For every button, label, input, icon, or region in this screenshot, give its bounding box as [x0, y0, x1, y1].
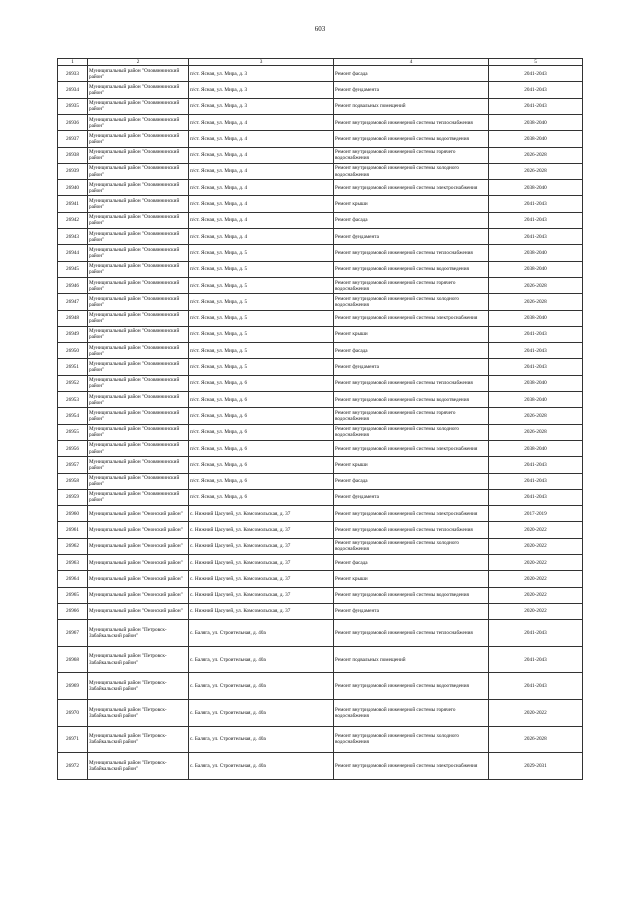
table-row — [58, 359, 583, 375]
period-cell: 2041-2043 — [489, 620, 583, 647]
row-number-cell: 26952 — [58, 375, 88, 391]
address-cell: с. Баляга, ул. Строительная, д. 40а — [189, 699, 334, 726]
period-cell: 2026-2028 — [489, 147, 583, 163]
work-type-cell: Ремонт фасада — [334, 66, 489, 82]
work-type-cell: Ремонт внутридомовой инженерной системы горячего водоснабжения — [334, 408, 489, 424]
table-row — [58, 375, 583, 391]
row-number-cell: 26961 — [58, 522, 88, 538]
work-type-cell: Ремонт внутридомовой инженерной системы водоотведения — [334, 587, 489, 603]
period-cell: 2020-2022 — [489, 522, 583, 538]
work-type-cell: Ремонт внутридомовой инженерной системы холодного водоснабжения — [334, 538, 489, 554]
address-cell: п/ст. Ясная, ул. Мира, д. 5 — [189, 294, 334, 310]
period-cell: 2020-2022 — [489, 555, 583, 571]
address-cell: п/ст. Ясная, ул. Мира, д. 4 — [189, 147, 334, 163]
period-cell: 2020-2022 — [489, 587, 583, 603]
period-cell: 2017-2019 — [489, 506, 583, 522]
address-cell: с. Нижний Цасучей, ул. Комсомольская, д. 37 — [189, 506, 334, 522]
municipality-cell: Муниципальный район "Оловяннинский район" — [88, 489, 189, 505]
municipality-cell: Муниципальный район "Петровск-Забайкальский район" — [88, 646, 189, 673]
municipality-cell: Муниципальный район "Петровск-Забайкальский район" — [88, 699, 189, 726]
table-row — [58, 699, 583, 726]
work-type-cell: Ремонт крыши — [334, 326, 489, 342]
address-cell: с. Баляга, ул. Строительная, д. 40а — [189, 620, 334, 647]
municipality-cell: Муниципальный район "Оловяннинский район" — [88, 98, 189, 114]
address-cell: с. Нижний Цасучей, ул. Комсомольская, д. 37 — [189, 555, 334, 571]
municipality-cell: Муниципальный район "Оловяннинский район" — [88, 326, 189, 342]
municipality-cell: Муниципальный район "Оловяннинский район" — [88, 392, 189, 408]
period-cell: 2041-2043 — [489, 196, 583, 212]
address-cell: п/ст. Ясная, ул. Мира, д. 5 — [189, 245, 334, 261]
row-number-cell: 26935 — [58, 98, 88, 114]
municipality-cell: Муниципальный район "Оловяннинский район" — [88, 408, 189, 424]
municipality-cell: Муниципальный район "Оловяннинский район" — [88, 424, 189, 440]
municipality-cell: Муниципальный район "Петровск-Забайкальский район" — [88, 753, 189, 780]
period-cell: 2038-2040 — [489, 375, 583, 391]
period-cell: 2026-2028 — [489, 424, 583, 440]
municipality-cell: Муниципальный район "Ононский район" — [88, 587, 189, 603]
row-number-cell: 26942 — [58, 212, 88, 228]
period-cell: 2041-2043 — [489, 457, 583, 473]
period-cell: 2041-2043 — [489, 359, 583, 375]
work-type-cell: Ремонт внутридомовой инженерной системы электроснабжения — [334, 310, 489, 326]
municipality-cell: Муниципальный район "Ононский район" — [88, 555, 189, 571]
municipality-cell: Муниципальный район "Оловяннинский район" — [88, 294, 189, 310]
row-number-cell: 26962 — [58, 538, 88, 554]
municipality-cell: Муниципальный район "Ононский район" — [88, 571, 189, 587]
address-cell: п/ст. Ясная, ул. Мира, д. 4 — [189, 180, 334, 196]
period-cell: 2041-2043 — [489, 473, 583, 489]
municipality-cell: Муниципальный район "Петровск-Забайкальский район" — [88, 673, 189, 700]
municipality-cell: Муниципальный район "Ононский район" — [88, 538, 189, 554]
work-type-cell: Ремонт фасада — [334, 212, 489, 228]
row-number-cell: 26949 — [58, 326, 88, 342]
address-cell: п/ст. Ясная, ул. Мира, д. 5 — [189, 343, 334, 359]
address-cell: п/ст. Ясная, ул. Мира, д. 4 — [189, 114, 334, 130]
table-row — [58, 277, 583, 293]
municipality-cell: Муниципальный район "Оловяннинский район" — [88, 310, 189, 326]
row-number-cell: 26937 — [58, 131, 88, 147]
table-row — [58, 131, 583, 147]
address-cell: п/ст. Ясная, ул. Мира, д. 3 — [189, 82, 334, 98]
table-row — [58, 392, 583, 408]
work-type-cell: Ремонт внутридомовой инженерной системы теплоснабжения — [334, 522, 489, 538]
row-number-cell: 26939 — [58, 163, 88, 179]
row-number-cell: 26941 — [58, 196, 88, 212]
period-cell: 2038-2040 — [489, 440, 583, 456]
table-row — [58, 196, 583, 212]
work-type-cell: Ремонт фасада — [334, 473, 489, 489]
address-cell: п/ст. Ясная, ул. Мира, д. 6 — [189, 440, 334, 456]
work-type-cell: Ремонт крыши — [334, 457, 489, 473]
work-type-cell: Ремонт внутридомовой инженерной системы теплоснабжения — [334, 375, 489, 391]
period-cell: 2041-2043 — [489, 646, 583, 673]
row-number-cell: 26954 — [58, 408, 88, 424]
table-row — [58, 408, 583, 424]
address-cell: п/ст. Ясная, ул. Мира, д. 5 — [189, 359, 334, 375]
municipality-cell: Муниципальный район "Оловяннинский район" — [88, 229, 189, 245]
municipality-cell: Муниципальный район "Оловяннинский район" — [88, 163, 189, 179]
address-cell: с. Нижний Цасучей, ул. Комсомольская, д. 37 — [189, 522, 334, 538]
table-body — [58, 66, 583, 780]
table-row — [58, 673, 583, 700]
table-row — [58, 180, 583, 196]
municipality-cell: Муниципальный район "Оловяннинский район" — [88, 343, 189, 359]
address-cell: п/ст. Ясная, ул. Мира, д. 3 — [189, 98, 334, 114]
period-cell: 2020-2022 — [489, 699, 583, 726]
row-number-cell: 26959 — [58, 489, 88, 505]
table-row — [58, 147, 583, 163]
address-cell: п/ст. Ясная, ул. Мира, д. 5 — [189, 261, 334, 277]
period-cell: 2026-2028 — [489, 294, 583, 310]
work-type-cell: Ремонт внутридомовой инженерной системы холодного водоснабжения — [334, 424, 489, 440]
row-number-cell: 26969 — [58, 673, 88, 700]
address-cell: с. Нижний Цасучей, ул. Комсомольская, д. 37 — [189, 587, 334, 603]
work-type-cell: Ремонт внутридомовой инженерной системы теплоснабжения — [334, 245, 489, 261]
address-cell: п/ст. Ясная, ул. Мира, д. 4 — [189, 196, 334, 212]
period-cell: 2026-2028 — [489, 726, 583, 753]
row-number-cell: 26968 — [58, 646, 88, 673]
row-number-cell: 26970 — [58, 699, 88, 726]
period-cell: 2041-2043 — [489, 82, 583, 98]
work-type-cell: Ремонт внутридомовой инженерной системы электроснабжения — [334, 506, 489, 522]
row-number-cell: 26933 — [58, 66, 88, 82]
work-type-cell: Ремонт подвальных помещений — [334, 646, 489, 673]
work-type-cell: Ремонт фундамента — [334, 489, 489, 505]
row-number-cell: 26971 — [58, 726, 88, 753]
period-cell: 2038-2040 — [489, 180, 583, 196]
table-row — [58, 473, 583, 489]
address-cell: с. Баляга, ул. Строительная, д. 40а — [189, 726, 334, 753]
table-row — [58, 489, 583, 505]
address-cell: п/ст. Ясная, ул. Мира, д. 4 — [189, 131, 334, 147]
municipality-cell: Муниципальный район "Оловяннинский район" — [88, 261, 189, 277]
work-type-cell: Ремонт фундамента — [334, 82, 489, 98]
table-row — [58, 538, 583, 554]
row-number-cell: 26953 — [58, 392, 88, 408]
table-row — [58, 212, 583, 228]
row-number-cell: 26956 — [58, 440, 88, 456]
municipality-cell: Муниципальный район "Оловяннинский район" — [88, 457, 189, 473]
municipality-cell: Муниципальный район "Оловяннинский район" — [88, 245, 189, 261]
row-number-cell: 26964 — [58, 571, 88, 587]
row-number-cell: 26947 — [58, 294, 88, 310]
municipality-cell: Муниципальный район "Оловяннинский район" — [88, 473, 189, 489]
table-row — [58, 114, 583, 130]
municipality-cell: Муниципальный район "Оловяннинский район" — [88, 277, 189, 293]
table-row — [58, 245, 583, 261]
row-number-cell: 26940 — [58, 180, 88, 196]
address-cell: п/ст. Ясная, ул. Мира, д. 6 — [189, 489, 334, 505]
repair-schedule-table — [57, 58, 583, 780]
row-number-cell: 26950 — [58, 343, 88, 359]
table-row — [58, 587, 583, 603]
period-cell: 2029-2031 — [489, 753, 583, 780]
table-header — [58, 59, 583, 66]
municipality-cell: Муниципальный район "Оловяннинский район" — [88, 180, 189, 196]
period-cell: 2038-2040 — [489, 310, 583, 326]
row-number-cell: 26934 — [58, 82, 88, 98]
period-cell: 2041-2043 — [489, 98, 583, 114]
address-cell: п/ст. Ясная, ул. Мира, д. 6 — [189, 408, 334, 424]
work-type-cell: Ремонт крыши — [334, 196, 489, 212]
table-row — [58, 82, 583, 98]
municipality-cell: Муниципальный район "Оловяннинский район" — [88, 147, 189, 163]
work-type-cell: Ремонт внутридомовой инженерной системы горячего водоснабжения — [334, 699, 489, 726]
work-type-cell: Ремонт внутридомовой инженерной системы холодного водоснабжения — [334, 726, 489, 753]
row-number-cell: 26955 — [58, 424, 88, 440]
table-row — [58, 726, 583, 753]
address-cell: с. Баляга, ул. Строительная, д. 40а — [189, 753, 334, 780]
work-type-cell: Ремонт внутридомовой инженерной системы водоотведения — [334, 673, 489, 700]
table-row — [58, 229, 583, 245]
municipality-cell: Муниципальный район "Петровск-Забайкальский район" — [88, 726, 189, 753]
period-cell: 2020-2022 — [489, 571, 583, 587]
column-number-row — [58, 59, 583, 66]
row-number-cell: 26938 — [58, 147, 88, 163]
row-number-cell: 26957 — [58, 457, 88, 473]
row-number-cell: 26958 — [58, 473, 88, 489]
address-cell: с. Баляга, ул. Строительная, д. 40а — [189, 673, 334, 700]
row-number-cell: 26967 — [58, 620, 88, 647]
work-type-cell: Ремонт подвальных помещений — [334, 98, 489, 114]
address-cell: п/ст. Ясная, ул. Мира, д. 5 — [189, 326, 334, 342]
table-row — [58, 163, 583, 179]
municipality-cell: Муниципальный район "Оловяннинский район" — [88, 359, 189, 375]
work-type-cell: Ремонт фасада — [334, 555, 489, 571]
row-number-cell: 26960 — [58, 506, 88, 522]
work-type-cell: Ремонт внутридомовой инженерной системы электроснабжения — [334, 753, 489, 780]
table-row — [58, 506, 583, 522]
work-type-cell: Ремонт внутридомовой инженерной системы теплоснабжения — [334, 114, 489, 130]
period-cell: 2038-2040 — [489, 245, 583, 261]
row-number-cell: 26946 — [58, 277, 88, 293]
address-cell: п/ст. Ясная, ул. Мира, д. 5 — [189, 277, 334, 293]
table-row — [58, 294, 583, 310]
period-cell: 2041-2043 — [489, 489, 583, 505]
row-number-cell: 26936 — [58, 114, 88, 130]
address-cell: с. Нижний Цасучей, ул. Комсомольская, д. 37 — [189, 571, 334, 587]
row-number-cell: 26948 — [58, 310, 88, 326]
municipality-cell: Муниципальный район "Ононский район" — [88, 603, 189, 619]
address-cell: п/ст. Ясная, ул. Мира, д. 4 — [189, 229, 334, 245]
period-cell: 2041-2043 — [489, 673, 583, 700]
address-cell: с. Нижний Цасучей, ул. Комсомольская, д. 37 — [189, 538, 334, 554]
column-header-5: 5 — [489, 59, 583, 66]
page-number: 603 — [314, 25, 326, 33]
municipality-cell: Муниципальный район "Оловяннинский район" — [88, 196, 189, 212]
municipality-cell: Муниципальный район "Ононский район" — [88, 522, 189, 538]
address-cell: п/ст. Ясная, ул. Мира, д. 6 — [189, 457, 334, 473]
period-cell: 2038-2040 — [489, 114, 583, 130]
municipality-cell: Муниципальный район "Оловяннинский район" — [88, 212, 189, 228]
table-row — [58, 753, 583, 780]
column-header-4: 4 — [334, 59, 489, 66]
table-row — [58, 440, 583, 456]
period-cell: 2041-2043 — [489, 212, 583, 228]
column-header-2: 2 — [88, 59, 189, 66]
work-type-cell: Ремонт внутридомовой инженерной системы горячего водоснабжения — [334, 147, 489, 163]
municipality-cell: Муниципальный район "Ононский район" — [88, 506, 189, 522]
work-type-cell: Ремонт фундамента — [334, 359, 489, 375]
municipality-cell: Муниципальный район "Петровск-Забайкальский район" — [88, 620, 189, 647]
table-row — [58, 620, 583, 647]
row-number-cell: 26943 — [58, 229, 88, 245]
column-header-1: 1 — [58, 59, 88, 66]
address-cell: п/ст. Ясная, ул. Мира, д. 3 — [189, 66, 334, 82]
period-cell: 2038-2040 — [489, 131, 583, 147]
period-cell: 2026-2028 — [489, 408, 583, 424]
work-type-cell: Ремонт фундамента — [334, 229, 489, 245]
period-cell: 2041-2043 — [489, 229, 583, 245]
row-number-cell: 26944 — [58, 245, 88, 261]
municipality-cell: Муниципальный район "Оловяннинский район" — [88, 82, 189, 98]
address-cell: п/ст. Ясная, ул. Мира, д. 4 — [189, 163, 334, 179]
row-number-cell: 26972 — [58, 753, 88, 780]
address-cell: с. Баляга, ул. Строительная, д. 40а — [189, 646, 334, 673]
municipality-cell: Муниципальный район "Оловяннинский район" — [88, 131, 189, 147]
row-number-cell: 26965 — [58, 587, 88, 603]
municipality-cell: Муниципальный район "Оловяннинский район" — [88, 440, 189, 456]
address-cell: п/ст. Ясная, ул. Мира, д. 6 — [189, 375, 334, 391]
period-cell: 2020-2022 — [489, 538, 583, 554]
table-row — [58, 603, 583, 619]
period-cell: 2041-2043 — [489, 343, 583, 359]
work-type-cell: Ремонт внутридомовой инженерной системы горячего водоснабжения — [334, 277, 489, 293]
period-cell: 2026-2028 — [489, 277, 583, 293]
table-row — [58, 261, 583, 277]
row-number-cell: 26963 — [58, 555, 88, 571]
table-row — [58, 571, 583, 587]
work-type-cell: Ремонт крыши — [334, 571, 489, 587]
work-type-cell: Ремонт внутридомовой инженерной системы водоотведения — [334, 131, 489, 147]
period-cell: 2026-2028 — [489, 163, 583, 179]
table-row — [58, 646, 583, 673]
table-row — [58, 457, 583, 473]
address-cell: п/ст. Ясная, ул. Мира, д. 6 — [189, 473, 334, 489]
address-cell: п/ст. Ясная, ул. Мира, д. 6 — [189, 392, 334, 408]
address-cell: п/ст. Ясная, ул. Мира, д. 6 — [189, 424, 334, 440]
municipality-cell: Муниципальный район "Оловяннинский район" — [88, 114, 189, 130]
address-cell: п/ст. Ясная, ул. Мира, д. 5 — [189, 310, 334, 326]
address-cell: с. Нижний Цасучей, ул. Комсомольская, д. 37 — [189, 603, 334, 619]
period-cell: 2038-2040 — [489, 261, 583, 277]
period-cell: 2041-2043 — [489, 66, 583, 82]
work-type-cell: Ремонт фасада — [334, 343, 489, 359]
table-row — [58, 424, 583, 440]
period-cell: 2038-2040 — [489, 392, 583, 408]
row-number-cell: 26951 — [58, 359, 88, 375]
table-row — [58, 522, 583, 538]
table-row — [58, 66, 583, 82]
work-type-cell: Ремонт внутридомовой инженерной системы электроснабжения — [334, 440, 489, 456]
row-number-cell: 26945 — [58, 261, 88, 277]
work-type-cell: Ремонт внутридомовой инженерной системы теплоснабжения — [334, 620, 489, 647]
table-row — [58, 310, 583, 326]
work-type-cell: Ремонт внутридомовой инженерной системы холодного водоснабжения — [334, 294, 489, 310]
row-number-cell: 26966 — [58, 603, 88, 619]
period-cell: 2041-2043 — [489, 326, 583, 342]
work-type-cell: Ремонт внутридомовой инженерной системы водоотведения — [334, 261, 489, 277]
table-row — [58, 555, 583, 571]
work-type-cell: Ремонт внутридомовой инженерной системы водоотведения — [334, 392, 489, 408]
municipality-cell: Муниципальный район "Оловяннинский район" — [88, 375, 189, 391]
table-row — [58, 343, 583, 359]
work-type-cell: Ремонт внутридомовой инженерной системы электроснабжения — [334, 180, 489, 196]
work-type-cell: Ремонт внутридомовой инженерной системы холодного водоснабжения — [334, 163, 489, 179]
work-type-cell: Ремонт фундамента — [334, 603, 489, 619]
address-cell: п/ст. Ясная, ул. Мира, д. 4 — [189, 212, 334, 228]
column-header-3: 3 — [189, 59, 334, 66]
municipality-cell: Муниципальный район "Оловяннинский район" — [88, 66, 189, 82]
table-row — [58, 98, 583, 114]
period-cell: 2020-2022 — [489, 603, 583, 619]
table-row — [58, 326, 583, 342]
